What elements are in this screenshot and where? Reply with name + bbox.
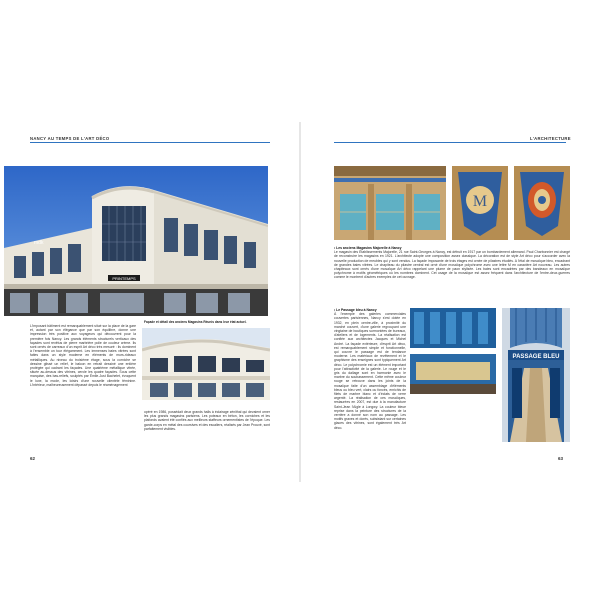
running-head-left: NANCY AU TEMPS DE L'ART DÉCO [30, 136, 110, 141]
running-head-rule-right [334, 142, 566, 143]
photo-passage-bleu [502, 308, 570, 442]
printemps-sign: PRINTEMPS [112, 276, 136, 281]
left-paragraph-1: L'imposant bâtiment est remarquablement situé sur la place de la gare et, autant par son élégance que par son équilibre, donne une impression très positive aux voyageurs qui découvrent pour la première fois Nancy. Les grands éléments structurels verticaux des façades sont revêtus de pierre marbrière polie de couleur crème. Ils sont ornés de carreaux d'un esprit Art déco très mesuré : ils dominent à l'ensemble un tour élégamment. Les immenses baies vitrées sont faites dans un style moderne en éléments de murs-rideaux métalliques. Au niveau du troisième étage, sous la corniche se dessine glissé un relief, le balcon en retrait dessiné une entière protégée qui cadrant les façades. Une quatrième métallique vitrée, située au-dessus des vitrines, cercle les quatre façades. Sous cette marquise, des bas-reliefs, sculptés par Émile-Just Bachelet, évoquent le luxe, la mode, les loisirs d'une nouvelle clientèle féminine. L'intérieur, malheureusement dépassé depuis le réaménagement [30, 324, 136, 387]
section-majorelle-text: Le magasin des Établissements Majorelle, 21 rue Saint-Georges à Nancy, est détruit en 1917 par un bombardement allemand. Paul Charbonnier est chargé de reconstruire les magasins en 1921. L'architecte adopte une composition assez classique. La décoration est de style Art déco pour s'accorder avec la nouvelle production de meubles qui y sont vendus. La façade imposante de trois étages est ornée de pilastres étudiés. A l'étal de mosaïque bleu, encadrant de grandes baies vitrées. Le chapiteau du pilastre central est orné d'une mosaïque polychrome avec une lettre M en caractère Art nouveau. Les autres chapiteaux sont ornés d'une mosaïque Art déco rappelant une plume de paon stylisée. Les baies sont encadrées par des bandeaux en mosaïque polychrome à motifs géométriques où les nombres dominent. Cet usage de la mosaïque est assez fréquent dans l'architecture de l'entre-deux-guerres comme le montrent d'autres exemples de cet ouvrage. [334, 250, 570, 280]
book-gutter [299, 122, 301, 482]
left-page [4, 124, 296, 470]
majorelle-facade-illustration [334, 166, 446, 240]
left-col-text [30, 324, 136, 387]
page-number-left: 62 [30, 456, 36, 461]
building-facade-illustration [4, 166, 268, 316]
left-col2-text [144, 410, 270, 431]
photo-passage-sign-detail [410, 354, 496, 394]
section-majorelle-title: • Les anciens Magasins Majorelle à Nancy [334, 246, 402, 250]
page-number-right: 63 [558, 456, 564, 461]
right-page [304, 124, 596, 470]
photo-mosaic-m [452, 166, 508, 240]
photo-majorelle-facade [334, 166, 446, 240]
passage-bleu-illustration [502, 308, 570, 442]
mosaic-peacock-illustration [514, 166, 570, 240]
photo-magasins-reunis-facade [4, 166, 268, 316]
photo-mosaic-peacock [514, 166, 570, 240]
running-head-right: L'ARCHITECTURE [530, 136, 571, 141]
section-passage-text: À l'exemple des galeries commerciales couvertes parisiennes, Nancy s'est dotée en 1932, en plein centre-ville, à proximité du marché couvert, d'une galerie regroupant une vingtaine de boutiques surmontées de bureaux, d'ateliers et de logements. La réalisation est confiée aux architectes Jacques et Michel André. La façade extérieure, d'esprit Art déco, est remarquablement simple et fonctionnelle, qui couvre le passage est de tendance moderne. Les matériaux de revêtement et le graphisme des enseignes sont typiquement Art déco. Le polychromie est un élément important pour l'attractivité de la galerie. Le rouge et le gris du dallage sont en harmonie avec le marbre du soubassement. Cette même couleur rouge se retrouve dans les joints de la mosaïque faite d'un assemblage d'éléments bleus ou bleu vert, clairs ou foncés, enrichis de filets de marbre blanc et d'éclats de verre argenté. La réalisation de ces mosaïques, restaurées en 2007, est due à la manufacture Saint-Jean l'Aigle à Longwy. La couleur bleue reprise dans la peinture des structures de la verrière a donné son nom au passage. Les motifs graves et dorés, subsistant sur certaines glaces des vitrines, sont également très Art déco. [334, 312, 406, 430]
svg-text:M: M [472, 193, 488, 210]
left-paragraph-2: opéré en 1986, possédait deux grands halls à éclairage zénithal qui devaient orner les plus grands magasins parisiens. Les poteaux en béton, les corniches et les plafonds avaient été confiés aux meilleurs staffeurs ornementistes de l'époque. Les garde-corps en métal des coursives et des escaliers, réalisés par Jean Prouvé, sont parfaitement visibles. [144, 410, 270, 431]
running-head-rule-left [30, 142, 270, 143]
section-passage-title: • Le Passage bleu à Nancy [334, 308, 377, 312]
mosaic-m-illustration [452, 166, 508, 240]
section-passage-bleu [334, 308, 406, 430]
passage-bleu-sign: PASSAGE BLEU [512, 354, 560, 360]
section-majorelle [334, 246, 570, 280]
passage-sign-detail-illustration [410, 354, 496, 394]
photo-facade-detail [142, 328, 270, 400]
photo-passage-mosaic [410, 308, 496, 348]
facade-detail-illustration [142, 328, 270, 400]
rooftop-sign: mdk [34, 240, 44, 246]
passage-mosaic-illustration [410, 308, 496, 348]
photo-caption: Façade et détail des anciens Magasins Réunis dans leur état actuel. [144, 320, 247, 324]
